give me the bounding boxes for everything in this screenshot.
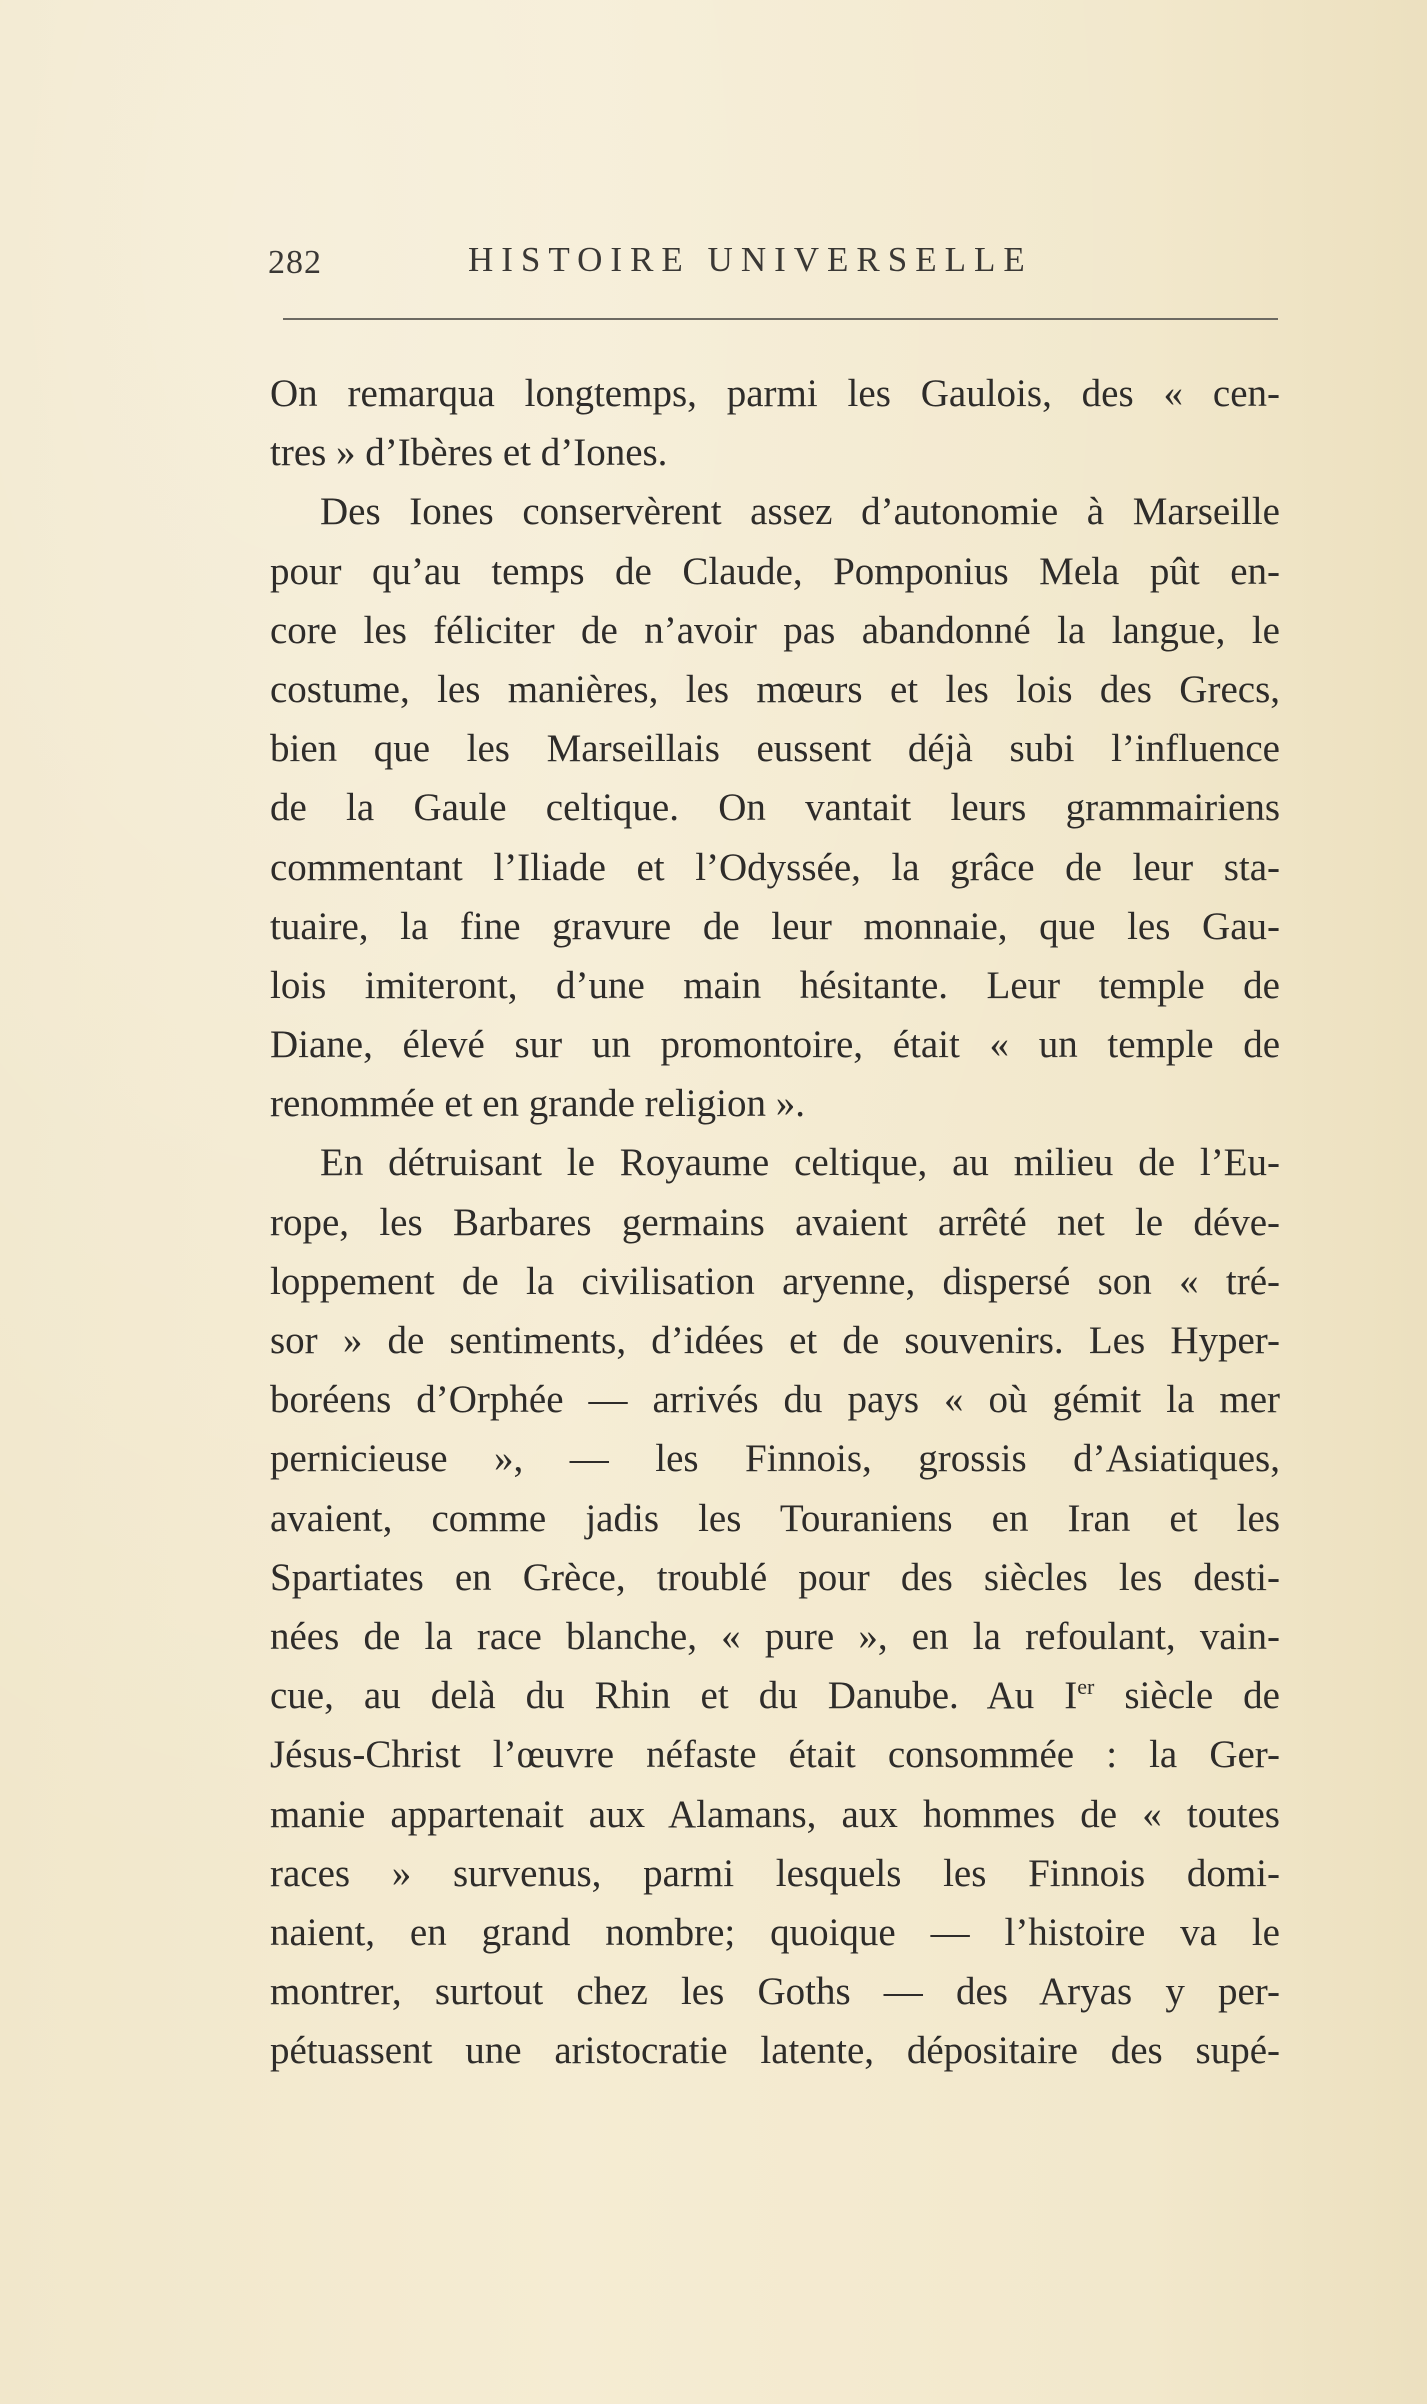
text-line: loppement de la civilisation aryenne, dispersé son « tré- <box>270 1259 1280 1303</box>
text-line: manie appartenait aux Alamans, aux hommes de « toutes <box>270 1792 1280 1836</box>
text-line: montrer, surtout chez les Goths — des Aryas y per- <box>270 1970 1280 2014</box>
text-line: Des Iones conservèrent assez d’autonomie à Marseille <box>320 490 1280 534</box>
text-line: Spartiates en Grèce, troublé pour des siècles les desti- <box>270 1555 1280 1599</box>
text-line: tuaire, la fine gravure de leur monnaie, que les Gau- <box>270 904 1280 948</box>
page-header <box>268 240 1278 290</box>
text-line: rope, les Barbares germains avaient arrêté net le déve- <box>270 1200 1280 1244</box>
superscript: er <box>1077 1674 1095 1700</box>
text-line: pétuassent une aristocratie latente, dépositaire des supé- <box>270 2029 1280 2073</box>
text-line: avaient, comme jadis les Touraniens en Iran et les <box>270 1496 1280 1540</box>
text-line: Jésus-Christ l’œuvre néfaste était consommée : la Ger- <box>270 1733 1280 1777</box>
text-line: renommée et en grande religion ». <box>270 1082 805 1126</box>
text-line: pour qu’au temps de Claude, Pomponius Mela pût en- <box>270 549 1280 593</box>
page-number: 282 <box>268 244 322 281</box>
header-rule <box>283 318 1278 320</box>
text-line: de la Gaule celtique. On vantait leurs grammairiens <box>270 786 1280 830</box>
text-line: boréens d’Orphée — arrivés du pays « où gémit la mer <box>270 1378 1280 1422</box>
text-line: lois imiteront, d’une main hésitante. Leur temple de <box>270 963 1280 1007</box>
text-line: Diane, élevé sur un promontoire, était « un temple de <box>270 1023 1280 1067</box>
text-line: En détruisant le Royaume celtique, au milieu de l’Eu- <box>320 1141 1280 1185</box>
text-line: sor » de sentiments, d’idées et de souvenirs. Les Hyper- <box>270 1319 1280 1362</box>
text-segment: siècle de <box>1094 1674 1280 1718</box>
text-line: core les féliciter de n’avoir pas abandonné la langue, le <box>270 608 1280 652</box>
body-text <box>270 364 1280 2080</box>
text-line: races » survenus, parmi lesquels les Finnois domi- <box>270 1851 1280 1895</box>
text-line: bien que les Marseillais eussent déjà subi l’influence <box>270 727 1280 771</box>
text-segment: cue, au delà du Rhin et du Danube. Au I <box>270 1674 1078 1718</box>
text-line: naient, en grand nombre; quoique — l’histoire va le <box>270 1910 1280 1954</box>
text-line: nées de la race blanche, « pure », en la refoulant, vain- <box>270 1614 1280 1658</box>
text-line: pernicieuse », — les Finnois, grossis d’Asiatiques, <box>270 1437 1280 1481</box>
text-line <box>270 1666 1280 1725</box>
text-line: commentant l’Iliade et l’Odyssée, la grâce de leur sta- <box>270 845 1280 889</box>
text-line: costume, les manières, les mœurs et les lois des Grecs, <box>270 667 1280 711</box>
running-title: HISTOIRE UNIVERSELLE <box>468 240 1033 279</box>
text-line: tres » d’Ibères et d’Iones. <box>270 431 668 475</box>
text-line: On remarqua longtemps, parmi les Gaulois, des « cen- <box>270 372 1280 415</box>
